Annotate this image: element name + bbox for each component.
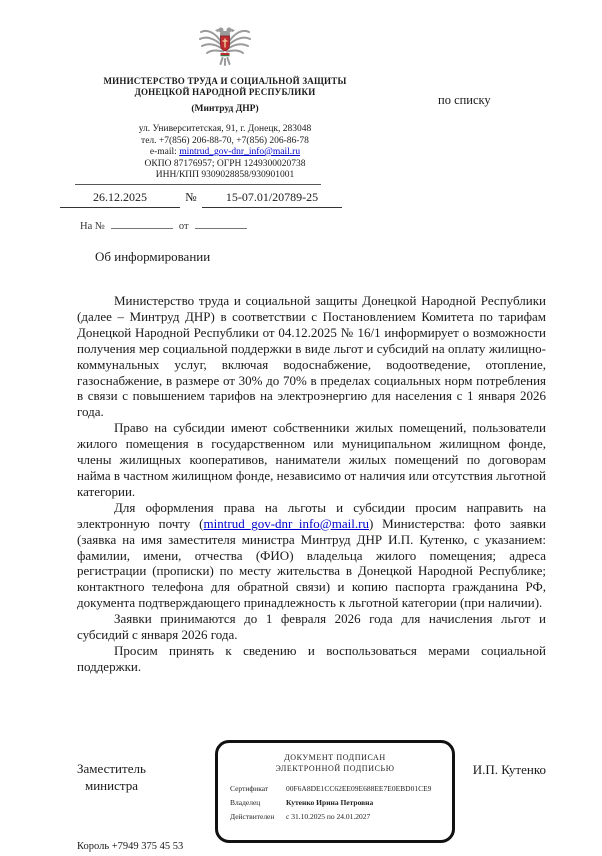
contact-block	[68, 124, 382, 182]
reply-date-blank	[195, 218, 247, 229]
owner-label: Владелец	[230, 798, 261, 807]
ministry-name-line2: ДОНЕЦКОЙ НАРОДНОЙ РЕСПУБЛИКИ	[134, 87, 316, 97]
okpo-ogrn-line: ОКПО 87176957; ОГРН 1249300020738	[144, 158, 306, 169]
inn-kpp-line: ИНН/КПП 9309028858/930901001	[155, 170, 295, 180]
document-number: 15-07.01/20789-25	[202, 190, 342, 208]
paragraph-2: Право на субсидии имеют собственники жилых помещений, пользователи жилого помещения в государственном или муниципальном жилищном фонде, члены жилищных кооперативов, наниматели жилых помещений по договорам найма в частном жилищном фонде, независимо от наличия или отсутствия льготной категории.	[77, 420, 546, 499]
certificate-value: 00F6A8DE1CC62EE09E688EE7E0EBD01CE9	[286, 784, 432, 793]
email-line	[68, 147, 382, 159]
reply-reference-line	[80, 218, 247, 232]
dnr-coat-of-arms-icon	[195, 22, 255, 72]
paragraph-3-text-after: ) Министерства: фото заявки (заявка на имя заместителя министра Минтруд ДНР И.П. Кутенко, с указанием: фамилии, имени, отчества (ФИО) владельца жилого помещения; адреса регистрации (прописки) по месту жительства в Донецкой Народной Республике; контактного телефона для обратной связи) и копию паспорта гражданина РФ, документа подтверждающего принадлежность к льготной категории (при наличии).	[77, 515, 547, 611]
subject-line: Об информировании	[95, 249, 211, 264]
signer-position-line2: министра	[85, 778, 138, 793]
document-date: 26.12.2025	[60, 190, 180, 208]
email-label: e-mail:	[149, 147, 180, 157]
stamp-validity-row	[230, 810, 440, 824]
address-line: ул. Университетская, 91, г. Донецк, 283048	[138, 124, 312, 134]
ministry-short-name: (Минтруд ДНР)	[191, 104, 259, 114]
header-email-link[interactable]: mintrud_gov-dnr_info@mail.ru	[179, 147, 301, 157]
executor-contact: Король +7949 375 45 53	[77, 841, 184, 852]
recipient-line: по списку	[438, 93, 491, 107]
validity-value: с 31.10.2025 по 24.01.2027	[286, 812, 371, 821]
owner-value: Кутенко Ирина Петровна	[286, 798, 374, 807]
paragraph-4: Заявки принимаются до 1 февраля 2026 года для начисления льгот и субсидий с января 2026 года.	[77, 611, 546, 643]
letterhead-separator	[75, 184, 321, 185]
number-sign: №	[185, 190, 197, 204]
letter-body	[77, 293, 546, 675]
paragraph-3	[77, 500, 546, 611]
reference-line	[60, 190, 360, 208]
reply-from-label: от	[178, 221, 189, 232]
signer-position	[77, 760, 146, 794]
stamp-title-line2: ЭЛЕКТРОННОЙ ПОДПИСЬЮ	[275, 764, 395, 773]
paragraph-1: Министерство труда и социальной защиты Донецкой Народной Республики (далее – Минтруд ДНР) в соответствии с Постановлением Комитета по тарифам Донецкой Народной Республики от 04.12.2025 № 16/1 информирует о возможности получения мер социальной поддержки в виде льгот и субсидий на оплату жилищно-коммунальных услуг, включая водоснабжение, водоотведение, отопление, газоснабжение, в размере от 30% до 70% в пределах социальных норм потребления в связи с повышением тарифов на электроэнергию для населения с 1 января 2026 года.	[77, 293, 546, 420]
stamp-owner-row	[230, 796, 440, 810]
paragraph-3-text-before: Для оформления права на льготы и субсидии просим направить на электронную почту (	[77, 499, 546, 531]
reply-number-blank	[111, 218, 173, 229]
body-email-link[interactable]: mintrud_gov-dnr_info@mail.ru	[203, 515, 369, 531]
stamp-title-line1: ДОКУМЕНТ ПОДПИСАН	[284, 753, 386, 762]
stamp-certificate-row	[230, 782, 440, 796]
electronic-signature-stamp	[215, 740, 455, 843]
stamp-details	[230, 782, 440, 824]
ministry-name-line1: МИНИСТЕРСТВО ТРУДА И СОЦИАЛЬНОЙ ЗАЩИТЫ	[103, 76, 347, 86]
signer-name: И.П. Кутенко	[472, 762, 546, 777]
signer-position-line1: Заместитель	[77, 761, 146, 776]
paragraph-5: Просим принять к сведению и воспользоваться мерами социальной поддержки.	[77, 642, 546, 674]
certificate-label: Сертификат	[230, 784, 269, 793]
phone-line: тел. +7(856) 206-88-70, +7(856) 206-86-78	[141, 135, 309, 146]
reply-prefix: На №	[80, 221, 105, 232]
validity-label: Действителен	[230, 812, 275, 821]
letterhead	[68, 22, 382, 182]
